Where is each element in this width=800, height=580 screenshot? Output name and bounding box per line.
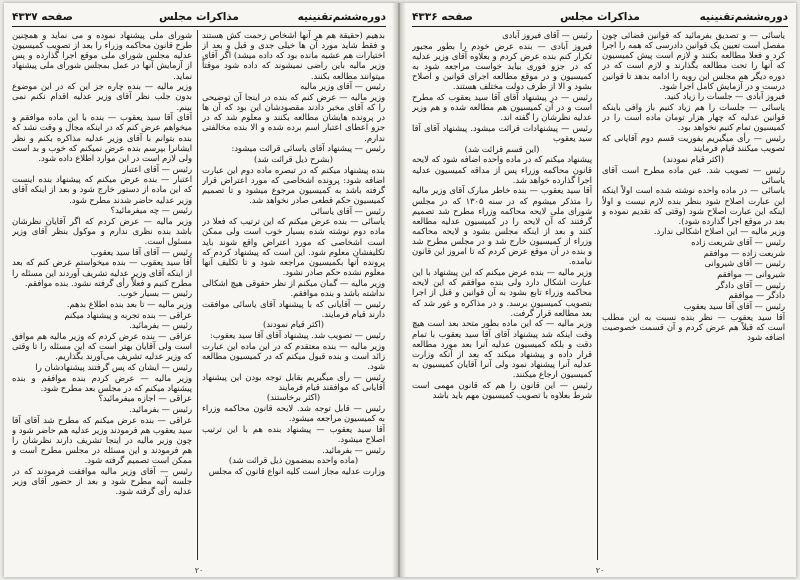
transcript-paragraph: رئیس — آقای شیروانی	[704, 258, 785, 269]
transcript-paragraph: بدهیم (حقیقة هم هر آنها اشخاص زحمت کش هستند و فقط شاید مورد آن ها خیلی جدی و قبل و بعد از اختیارات هم عشیه مانده بود که داده میشد) اگر آقای وزیر مالیه باین راضی نمیشوند که داده شود موقتاً میتوانند مطالعه بکنند.	[202, 30, 385, 81]
transcript-paragraph: رئیس — آقای وزیر مالیه	[300, 81, 385, 92]
page-number-header: صفحه ۴۳۳۶	[412, 11, 473, 23]
transcript-paragraph: آقا سید یعقوب — بنده خاطر مبارک آقای وزیر مالیه را متذکر میشوم که در سنه ۱۳۰۵ که در مجلس شورای ملی لایحه محاکمه وزراء مطرح شد تصمیم گرفتند که آن لایحه را در کمیسیون عدلیه مطالعه کنند و بعد از اینکه مجلس بشود و لایحه محاکمه وزراء از کمیسیون خارج شد و در مجلس مطرح شد و بنده در آن موقع عرض کردم که تا امروز این قانون نیامده.	[412, 185, 592, 267]
stage-direction: (این قسم قرائت شد)	[464, 143, 540, 154]
transcript-paragraph: فیروز آبادی — جلسات را زیاد کنید.	[664, 91, 785, 102]
journal-title: مذاکرات مجلس	[560, 11, 640, 23]
transcript-paragraph: شریعت زاده — موافقم	[703, 247, 785, 258]
transcript-paragraph: رئیس — رأی میگیریم بقابل توجه بودن این پیشنهاد آقایانی که موافقند قیام فرمایند	[202, 371, 385, 392]
transcript-paragraph: رئیس — بسیار خوب.	[117, 288, 192, 299]
stage-direction: (اکثر قیام نمودند)	[263, 319, 324, 330]
book-spread	[4, 3, 796, 577]
transcript-paragraph: رئیس — آقای شریعت زاده	[691, 237, 785, 248]
transcript-paragraph: دادگر — موافقم	[728, 290, 785, 301]
session-label: دوره‌ششم‌تقنینیه	[699, 11, 788, 23]
transcript-paragraph: وزارت عدلیه مجاز است کلیه انواع قانون که مجلس	[208, 466, 385, 477]
transcript-paragraph: رئیس — بفرمائید.	[129, 320, 192, 331]
transcript-paragraph: وزیر مالیه — بنده چاره جز این که در این موضوع بدون جلب نظر آقای وزیر عدلیه اقدام نکنم نمی بینم.	[12, 81, 192, 112]
left-page-header	[12, 9, 386, 25]
transcript-paragraph: وزیر مالیه — که این ماده بطور متحد بعد است هیچ وقت اینکه شد پیشنهاد آقای آقا سید یعقوب با تمام دقت و بلکه کمیسیون عدلیه آنرا بعد مورد مطالعه قرار داده و پیشنهاد میکند که بعد از آنکه وزارت عدلیه آنرا پیشنهاد نمود ولی آنرا آقایان کمیسیون به کمیسیون ارجاع میکنند.	[412, 318, 592, 380]
transcript-paragraph: آقا سید یعقوب — بنده میخواستم عرض کنم که بعد از اینکه آقای وزیر عدلیه تشریف آوردند این مسئله را مطرح کنیم و فعلاً رأی گرفته نشود. بنده موافقم.	[12, 257, 192, 288]
transcript-paragraph: وزیر مالیه — عرض کردم که اگر آقایان نظرشان باشد بنده نظری ندارم و موکول بنظر آقای وزیر مسئول است.	[12, 215, 192, 247]
transcript-paragraph: آقا سید یعقوب — نظر بنده نسبت به این مطلب است که قبلاً هم عرض کردم و آن قسمت خصوصیت اضافه شود	[602, 311, 785, 343]
transcript-paragraph: وزیر مالیه — بنده عرض میکنم که این پیشنهاد با این عبارت اشکال دارد ولی بنده موافقم که این لایحه محاکمه وزراء تابع بشود به آن قوانین و قبل از اجرا بتصویب کمیسیون برسد. و در مذاکره و غور شد که بعد مطالعه قرار گرفت.	[412, 267, 592, 318]
transcript-paragraph: شورای ملی پیشنهاد نموده و می نماید و همچنین طرح قانون محاکمه وزراء را بعد از تصویب کمیسیون عدلیه مجلس شورای ملی موقع اجرا گذارده و پس از آزمایش آنها در عمل بمجلس شورای ملی پیشنهاد نماید.	[12, 30, 192, 81]
transcript-paragraph: بنده پیشنهاد میکنم که در تبصره ماده دوم این عبارت اضافه شود: پرونده اشخاصی که مورد اعتراض قرار گرفته باشد به کمیسیون مرجوع میشود و تا تصمیم کمیسیون حکم قطعی صادر نخواهد شد.	[202, 164, 385, 205]
transcript-paragraph: یاسائی — در ماده واحده نوشته شده است اولاً اینکه این عبارت اصلاح شود بنظر بنده لازم نیست و اولاً اینکه این عبارت اصلاح شود (وقتی که تقدیم نموده و بعد در موقع اجرا گذارده شود).	[602, 185, 785, 226]
right-page-right-column	[602, 30, 785, 560]
transcript-paragraph: رئیس — آقای فیروز آبادی	[502, 30, 592, 40]
transcript-paragraph: رئیس — ایشان که پس گرفتند پیشنهادشان را	[35, 362, 192, 372]
transcript-paragraph: رئیس — آقای وزیر مالیه موافقت فرمودند که در جلسه آتیه مطرح شود و بعد از حضور آقای وزیر عدلیه رأی گرفته شود.	[12, 466, 192, 497]
transcript-paragraph: رئیس — در پیشنهاد آقای آقا سید یعقوب که مطرح است و در آن کمیسیون هم مطالعه شده و هم وزیر عدلیه نظرشان را گفته اند.	[412, 91, 592, 123]
left-page	[4, 3, 394, 577]
transcript-paragraph: رئیس — آقای یاسائی	[310, 205, 385, 216]
transcript-paragraph: عراقی — بنده تجربه و پیشنهاد میکنم	[64, 309, 192, 320]
transcript-paragraph: رئیس — این قانون را هم که قانون مهمی است شرط بعلاوه با تصویب کمیسیون مهم باید باشد	[412, 379, 592, 400]
transcript-paragraph: رئیس — قابل توجه شد. لایحه قانون محاکمه وزراء به کمیسیون مراجعه میشود.	[202, 403, 385, 424]
transcript-paragraph: رئیس — بفرمائید.	[129, 404, 192, 415]
journal-title: مذاکرات مجلس	[159, 11, 239, 23]
transcript-paragraph: آقا سید یعقوب — پیشنهاد بنده هم با این ترتیب اصلاح میشود.	[202, 423, 385, 445]
transcript-paragraph: رئیس — پیشنهادات قرائت میشود. پیشنهاد آقای آقا سید یعقوب	[412, 122, 592, 144]
transcript-paragraph: رئیس — پیشنهاد آقای یاسائی قرائت میشود:	[231, 143, 385, 154]
transcript-paragraph: فیروز آبادی — بنده عرض خودم را بطور مجبور تکرار کنم بنده عرض کردم و بعلاوه آقای وزیر عدلیه که در جزو فوری بیاید خواست مراجعه شود به کمیسیون و در موقع مطالعه اجرای قوانین و اصلاح بشود و الا از طرف دولت مختلف هستند.	[412, 40, 592, 92]
right-page	[404, 3, 796, 577]
transcript-paragraph: رئیس — رأی میگیریم بفوریت قسم دوم آقایانی که تصویب میکنند قیام فرمایند	[602, 133, 785, 154]
left-page-left-column	[12, 30, 192, 560]
transcript-paragraph: پیشنهاد میکنم که در ماده واحده اضافه شود که لایحه قانون محاکمه وزراء پس از مداقه کمیسیون عدلیه اجرا گذارده خواهد شد.	[412, 154, 592, 185]
transcript-paragraph: عراقی — بنده عرض کردم که وزیر مالیه هم موافق است ولی آقایان بهتر است که این مسئله را تا وقتی که وزیر عدلیه تشریف می‌آورند بگذاریم.	[12, 331, 192, 362]
transcript-paragraph: یاسائی — بنده عرض میکنم که این ترتیب که فعلا در ماده دوم نوشته شده بسیار خوب است ولی ممکن است اشخاصی که مورد اعتراض واقع شوند باید تکلیفشان معلوم شود. این است که پیشنهاد کردم که پرونده آنها بکمیسیون مراجعه شود و تا تکلیف آنها معلوم نشده حکم صادر نشود.	[202, 216, 385, 278]
transcript-paragraph: رئیس — آقای آقا سید یعقوب	[90, 246, 192, 257]
right-page-left-column	[412, 30, 592, 560]
column-divider	[197, 30, 198, 560]
transcript-paragraph: عراقی — اجازه میفرمائید؟	[98, 393, 192, 404]
transcript-paragraph: وزیر مالیه — عرض کردم بنده موافقم و بنده پیشنهاد میکنم که در مجلس بعد مطرح شود.	[12, 372, 192, 393]
transcript-paragraph: رئیس — تصویب شد. پیشنهاد آقای آقا سید یعقوب:	[209, 330, 385, 341]
transcript-paragraph: وزیر مالیه — عرض کنم که بنده در اینجا آن توضیحی را که آقای مخبر دادند مقصودشان این بود که آن ها در پرونده هایشان مطالعه بکنند و معلوم شد که در جزو اعطای اعتبار اسم برده شده و الا بنده مخالفتی ندارم.	[202, 91, 385, 143]
transcript-paragraph: رئیس — تصویب شد. عین ماده مطرح است آقای یاسائی	[602, 164, 785, 185]
right-page-header	[412, 9, 788, 25]
left-page-right-column	[202, 30, 385, 560]
transcript-paragraph: وزیر مالیه — این اصلاح اشکالی ندارد.	[653, 226, 785, 237]
column-divider	[597, 30, 598, 560]
transcript-paragraph: عراقی — بنده عرض میکنم که مطرح شد آقای آقا سید یعقوب هم فرمودند وزیر عدلیه هم حاضر شود و چون وزیر مالیه در اینجا تشریف دارند نظرشان را هم فرمودند و این مسئله در مجلس مطرح است و ممکن است تصمیم گرفته شود.	[12, 414, 192, 466]
transcript-paragraph: رئیس — چه میفرمائید؟	[110, 205, 192, 216]
page-number-header: صفحه ۴۳۳۷	[12, 11, 73, 23]
transcript-paragraph: شیروانی — موافقم	[717, 269, 785, 280]
stage-direction: (اکثر قیام نمودند)	[663, 153, 724, 164]
transcript-paragraph: آقای آقا سید یعقوب — بنده با این ماده موافقم و میخواهم عرض کنم که در اینکه مجال و وقت نشد که بنده بتوانم با آقای وزیر عدلیه مذاکره بکنم و نظر ایشانرا بپرسم بنده عرض نمیکنم که خوب و بد است ولی لازم است در این موارد اطلاع داده شود.	[12, 112, 192, 163]
transcript-paragraph: وزیر مالیه — تا بعد بنده اطلاع بدهم.	[66, 299, 192, 310]
stage-direction: (ماده واحده بمضمون ذیل قرائت شد)	[228, 455, 359, 466]
stage-direction: (اکثر برخاستند)	[266, 392, 321, 403]
transcript-paragraph: اعتبار — بنده عرض میکنم که پیشنهاد بنده اینست که این ماده از دستور خارج شود و بعد از اینکه آقای وزیر عدلیه حاضر شدند مطرح شود.	[12, 174, 192, 205]
header-rule	[12, 26, 386, 27]
footer-page-number: ۲۰	[194, 566, 204, 575]
stage-direction: (بشرح ذیل قرائت شد)	[254, 153, 333, 164]
footer-page-number: ۲۰	[595, 566, 605, 575]
transcript-paragraph: وزیر مالیه — بنده معتقدم که در این ماده این عبارت زائد است و بنده قبول میکنم که در کمیسیون مطالعه شود.	[202, 340, 385, 371]
transcript-paragraph: رئیس — بفرمائید.	[322, 444, 385, 455]
session-label: دوره‌ششم‌تقنینیه	[297, 11, 386, 23]
transcript-paragraph: رئیس — آقای دادگر	[715, 279, 785, 290]
transcript-paragraph: یاسائی — جلسات را هم زیاد کنیم باز وافی باینکه قوانین عدلیه که چهار هزار تومان ماده است را در کمیسیون تمام کنیم نخواهد بود.	[602, 102, 785, 133]
transcript-paragraph: رئیس — آقای آقا سید یعقوب	[683, 301, 785, 312]
transcript-paragraph: یاسائی — و تصدیق بفرمائید که قوانین قضائی چون مفصل است تعیین یک قوانین دادرسی که همه را اجرا کرد و فعلا مطالعه بکنند و لازم است پیش کمیسیون که آنها را تحت مطالعه بگذارند و لازم است که در دوره دیگر هم مجلس این رویه را ادامه بدهد تا قوانین درست و در آزمایش کامل اجرا شود.	[602, 30, 785, 91]
transcript-paragraph: رئیس — آقای اعتبار	[122, 163, 192, 174]
transcript-paragraph: رئیس — آقایانی که با پیشنهاد آقای یاسائی موافقت دارند قیام فرمایند.	[202, 298, 385, 319]
header-rule	[412, 26, 788, 27]
transcript-paragraph: وزیر مالیه — گمان میکنم از نظر حقوقی هیچ اشکالی نداشته باشد و بنده موافقم.	[202, 277, 385, 298]
